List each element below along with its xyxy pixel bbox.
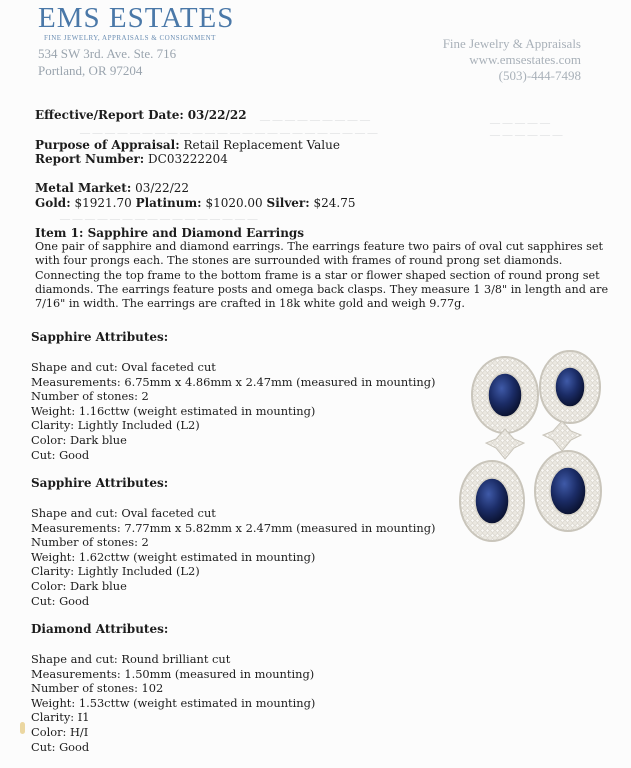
attr-weight: Weight: 1.16cttw (weight estimated in mounting) [31,403,316,418]
effective-date-label: Effective/Report Date: [35,108,184,122]
diamond-attributes-heading: Diamond Attributes: [31,622,169,636]
effective-date [35,108,247,122]
attr-clarity: Clarity: Lightly Included (L2) [31,564,200,579]
sapphire-attributes-list-2 [31,506,435,608]
gold-value: $1921.70 [74,196,132,210]
purpose-label: Purpose of Appraisal: [35,138,180,152]
gold-label: Gold: [35,196,71,210]
attr-shape: Shape and cut: Oval faceted cut [31,360,216,374]
attr-weight: Weight: 1.62cttw (weight estimated in mounting) [31,549,316,564]
ghost-text: — — — — — — — — — — — — — — — — [60,214,258,225]
right-earring [535,351,601,531]
attr-color: Color: H/I [31,724,89,739]
purpose-value: Retail Replacement Value [183,138,340,152]
attr-measurements: Measurements: 7.77mm x 5.82mm x 2.47mm (measured in mounting) [31,520,436,535]
attr-number: Number of stones: 2 [31,389,149,404]
silver-label: Silver: [266,196,310,210]
paper-mark [20,722,25,734]
report-number-label: Report Number: [35,152,145,166]
item-description: One pair of sapphire and diamond earrings. The earrings feature two pairs of oval cut sapphires set with four prongs each. The stones are surrounded with frames of round prong set diamonds. Connecting the top frame to the bottom frame is a star or flower shaped section of round prong set diamonds. The earrings feature posts and omega back clasps. They measure 1 3/8" in length and are 7/16" in width. The earrings are crafted in 18k white gold and weigh 9.77g. [35,240,609,311]
attr-cut: Cut: Good [31,593,90,608]
metal-market-label: Metal Market: [35,181,132,195]
silver-value: $24.75 [313,196,356,210]
ghost-text: — — — — — — [490,130,563,141]
ghost-text: — — — — — [490,118,550,129]
company-logo: EMS ESTATES [38,2,235,34]
report-number-value: DC03222204 [148,152,228,166]
attr-weight: Weight: 1.53cttw (weight estimated in mounting) [31,695,316,710]
attr-measurements: Measurements: 6.75mm x 4.86mm x 2.47mm (measured in mounting) [31,374,436,389]
metal-prices-row [35,196,356,210]
attr-color: Color: Dark blue [31,578,127,593]
item-title: Item 1: Sapphire and Diamond Earrings [35,226,305,240]
metal-market-row [35,181,189,195]
address-line-2: Portland, OR 97204 [38,63,143,78]
ghost-text: — — — — — — — — — [260,115,370,126]
platinum-label: Platinum: [135,196,202,210]
attr-cut: Cut: Good [31,447,90,462]
attr-cut: Cut: Good [31,739,90,754]
left-earring [460,357,538,541]
sapphire-attributes-heading-2: Sapphire Attributes: [31,476,169,490]
earrings-photo [450,343,630,543]
ghost-text: — — — — — — — — — — — — — — — — — — — — — — — — [80,128,378,139]
metal-market-value: 03/22/22 [135,181,190,195]
company-tagline: FINE JEWELRY, APPRAISALS & CONSIGNMENT [44,34,216,42]
platinum-value: $1020.00 [205,196,263,210]
header-right-line-3: (503)-444-7498 [498,68,581,83]
attr-shape: Shape and cut: Oval faceted cut [31,506,216,520]
header-right-line-2: www.emsestates.com [469,52,581,67]
diamond-attributes-list [31,652,315,754]
attr-color: Color: Dark blue [31,432,127,447]
sapphire-attributes-heading-1: Sapphire Attributes: [31,330,169,344]
attr-measurements: Measurements: 1.50mm (measured in mounting) [31,666,315,681]
address-line-1: 534 SW 3rd. Ave. Ste. 716 [38,46,177,61]
purpose-row [35,138,340,152]
effective-date-value: 03/22/22 [187,108,247,122]
attr-shape: Shape and cut: Round brilliant cut [31,652,231,666]
attr-number: Number of stones: 2 [31,535,149,550]
attr-clarity: Clarity: I1 [31,710,90,725]
header-right-line-1: Fine Jewelry & Appraisals [442,36,581,51]
attr-clarity: Clarity: Lightly Included (L2) [31,418,200,433]
sapphire-attributes-list-1 [31,360,435,462]
attr-number: Number of stones: 102 [31,681,164,696]
report-number-row [35,152,228,166]
